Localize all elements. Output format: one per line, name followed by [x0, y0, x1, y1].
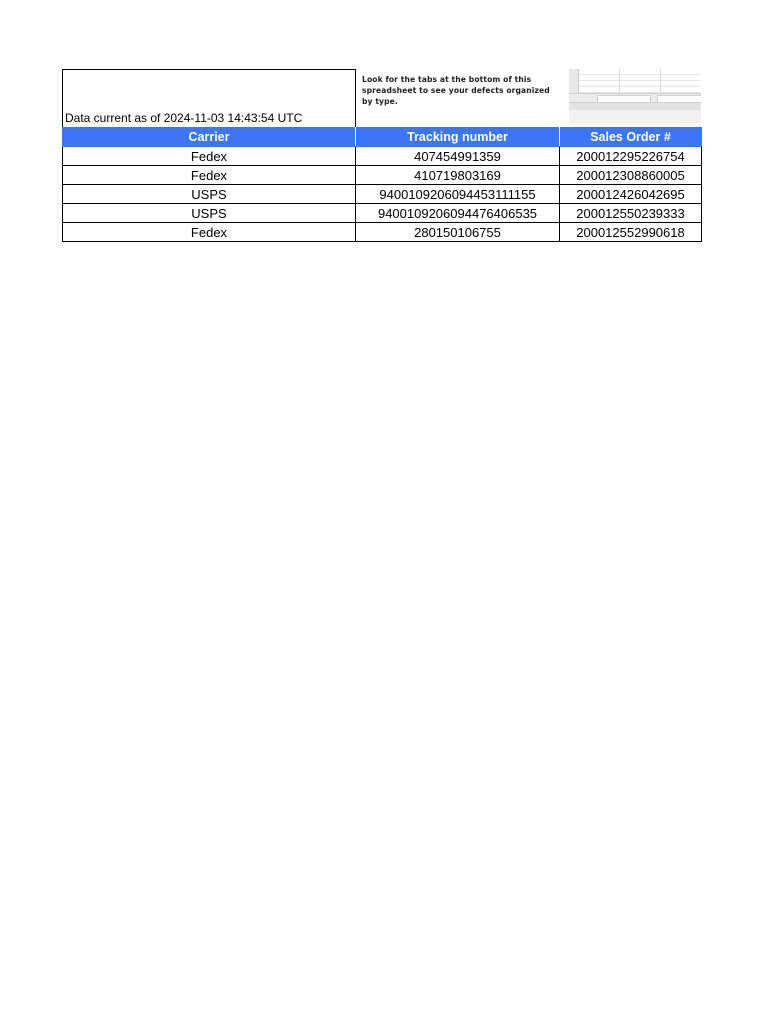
mini-status-bar	[569, 102, 701, 110]
carrier-cell[interactable]: Fedex	[63, 166, 356, 185]
data-current-text: Data current as of 2024-11-03 14:43:54 UTC	[65, 111, 303, 125]
tracking-number-cell[interactable]: 9400109206094453111155	[356, 185, 560, 204]
column-header-carrier[interactable]: Carrier	[63, 128, 356, 147]
tracking-number-cell[interactable]: 280150106755	[356, 223, 560, 242]
table-row	[63, 147, 702, 166]
mini-grid	[579, 69, 701, 93]
tabs-note-text: Look for the tabs at the bottom of this spreadsheet to see your defects organized by type.	[362, 75, 550, 106]
sales-order-cell[interactable]: 200012308860005	[560, 166, 702, 185]
sales-order-cell[interactable]: 200012426042695	[560, 185, 702, 204]
tracking-number-cell[interactable]: 407454991359	[356, 147, 560, 166]
carrier-cell[interactable]: USPS	[63, 204, 356, 223]
table-row	[63, 204, 702, 223]
mini-sheet-tabs	[569, 93, 701, 102]
table-row	[63, 185, 702, 204]
table-row	[63, 166, 702, 185]
sheet-header-area	[62, 69, 701, 127]
data-current-cell[interactable]	[62, 69, 356, 127]
sales-order-cell[interactable]: 200012552990618	[560, 223, 702, 242]
column-header-tracking-number[interactable]: Tracking number	[356, 128, 560, 147]
spreadsheet	[62, 69, 701, 242]
carrier-cell[interactable]: Fedex	[63, 147, 356, 166]
carrier-cell[interactable]: Fedex	[63, 223, 356, 242]
defects-table	[62, 127, 702, 242]
mini-row-numbers	[569, 69, 579, 93]
table-row	[63, 223, 702, 242]
tracking-number-cell[interactable]: 9400109206094476406535	[356, 204, 560, 223]
tabs-screenshot-image	[569, 69, 701, 123]
carrier-cell[interactable]: USPS	[63, 185, 356, 204]
sales-order-cell[interactable]: 200012550239333	[560, 204, 702, 223]
sales-order-cell[interactable]: 200012295226754	[560, 147, 702, 166]
table-header-row	[63, 128, 702, 147]
tracking-number-cell[interactable]: 410719803169	[356, 166, 560, 185]
column-header-sales-order[interactable]: Sales Order #	[560, 128, 702, 147]
